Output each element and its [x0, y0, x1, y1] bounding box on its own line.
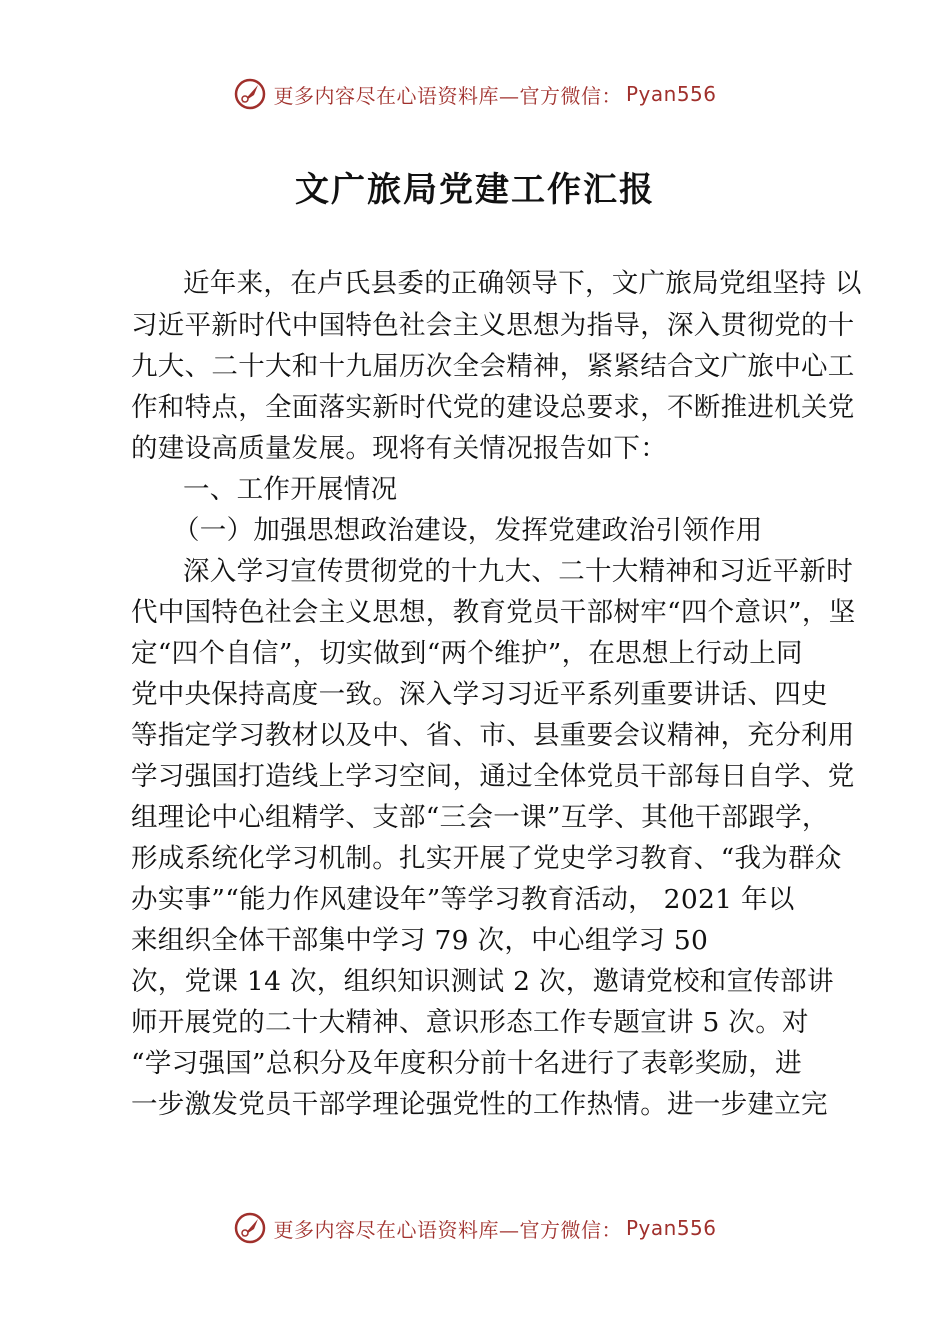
- watermark-banner-top: [0, 74, 950, 114]
- body-line: 定“四个自信”，切实做到“两个维护”，在思想上行动上同: [131, 638, 803, 669]
- body-line: 深入学习宣传贯彻党的十九大、二十大精神和习近平新时: [183, 556, 853, 587]
- body-line: 党中央保持高度一致。深入学习习近平系列重要讲话、四史: [131, 679, 828, 710]
- body-line: 习近平新时代中国特色社会主义思想为指导，深入贯彻党的十: [131, 310, 855, 341]
- body-line: 来组织全体干部集中学习 79 次，中心组学习 50: [131, 925, 709, 956]
- body-line: 近年来，在卢氏县委的正确领导下，文广旅局党组坚持 以: [183, 268, 862, 299]
- banner-text: 更多内容尽在心语资料库—官方微信：: [273, 83, 622, 108]
- body-line: 九大、二十大和十九届历次全会精神，紧紧结合文广旅中心工: [131, 351, 855, 382]
- body-line: 组理论中心组精学、支部“三会一课”互学、其他干部跟学，: [131, 802, 829, 833]
- body-line: 学习强国打造线上学习空间，通过全体党员干部每日自学、党: [131, 761, 855, 792]
- wechat-id: Pyan556: [625, 82, 717, 106]
- body-line: “学习强国”总积分及年度积分前十名进行了表彰奖励，进: [131, 1048, 802, 1079]
- body-line: 一步激发党员干部学理论强党性的工作热情。进一步建立完: [131, 1089, 828, 1120]
- body-line: 次，党课 14 次，组织知识测试 2 次，邀请党校和宣传部讲: [131, 966, 834, 997]
- body-line: 的建设高质量发展。现将有关情况报告如下：: [131, 433, 667, 464]
- body-line: 作和特点，全面落实新时代党的建设总要求，不断推进机关党: [131, 392, 855, 423]
- section-heading: 一、工作开展情况: [183, 474, 398, 505]
- page-title: 文广旅局党建工作汇报: [295, 170, 655, 210]
- banner-text: 更多内容尽在心语资料库—官方微信：: [273, 1217, 622, 1242]
- body-line: 师开展党的二十大精神、意识形态工作专题宣讲 5 次。对: [131, 1007, 809, 1038]
- wechat-id: Pyan556: [625, 1216, 717, 1240]
- watermark-banner-bottom: [0, 1208, 950, 1248]
- quill-logo-icon: [233, 1211, 267, 1245]
- body-line: 代中国特色社会主义思想，教育党员干部树牢“四个意识”，坚: [131, 597, 856, 628]
- subsection-heading: （一）加强思想政治建设，发挥党建政治引领作用: [173, 515, 763, 546]
- body-line: 等指定学习教材以及中、省、市、县重要会议精神，充分利用: [131, 720, 855, 751]
- body-line: 办实事”“能力作风建设年”等学习教育活动， 2021 年以: [131, 884, 795, 915]
- quill-logo-icon: [233, 77, 267, 111]
- body-line: 形成系统化学习机制。扎实开展了党史学习教育、“我为群众: [131, 843, 842, 874]
